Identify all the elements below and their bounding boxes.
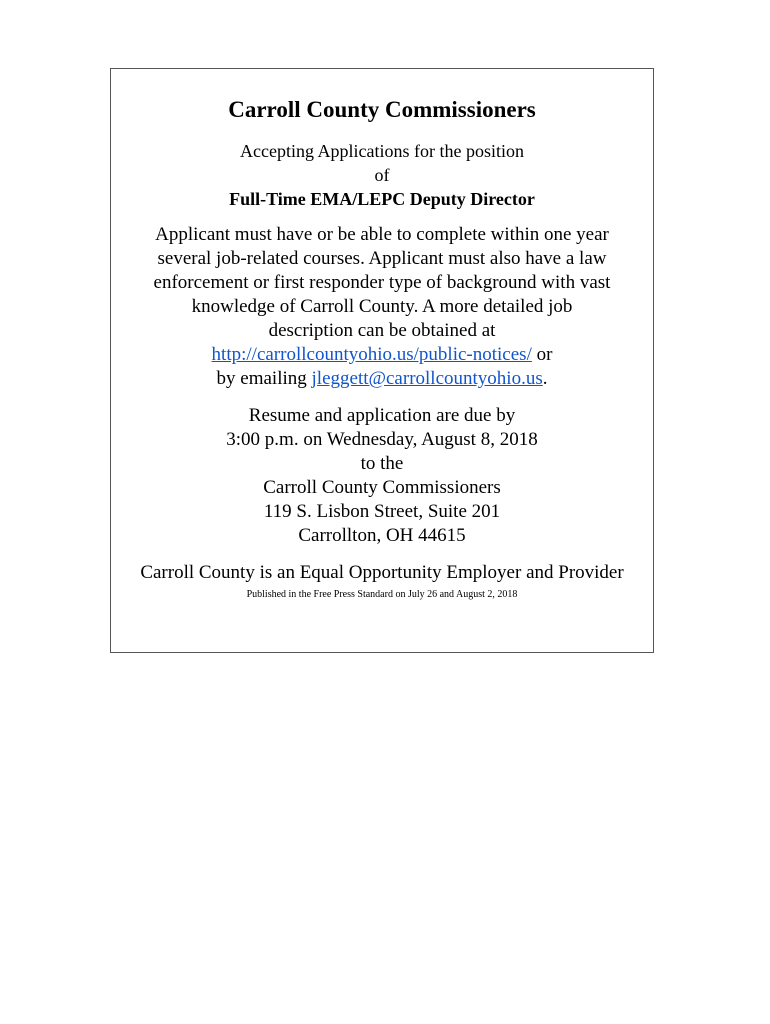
link-line bbox=[111, 343, 653, 367]
notice-title: Carroll County Commissioners bbox=[228, 97, 536, 122]
intro-line: Accepting Applications for the position bbox=[240, 141, 524, 161]
link-suffix: or bbox=[531, 344, 553, 365]
job-notice-box bbox=[110, 68, 654, 653]
eoe-statement: Carroll County is an Equal Opportunity Employer and Provider bbox=[140, 562, 624, 583]
intro-of-line: of bbox=[374, 165, 390, 185]
requirements-line: description can be obtained at bbox=[268, 320, 496, 341]
address-name: Carroll County Commissioners bbox=[263, 477, 501, 498]
address-city: Carrollton, OH 44615 bbox=[298, 525, 466, 546]
email-prefix: by emailing bbox=[216, 368, 312, 389]
public-notices-link[interactable]: http://carrollcountyohio.us/public-notices/ bbox=[211, 344, 532, 365]
email-suffix: . bbox=[542, 368, 548, 389]
requirements-line: several job-related courses. Applicant must also have a law bbox=[157, 248, 607, 269]
requirements-line: enforcement or first responder type of background with vast bbox=[153, 272, 611, 293]
due-date: 3:00 p.m. on Wednesday, August 8, 2018 bbox=[226, 429, 538, 450]
deadline-block bbox=[111, 404, 653, 548]
requirements-line: Applicant must have or be able to complete within one year bbox=[155, 224, 609, 245]
email-link[interactable]: jleggett@carrollcountyohio.us bbox=[311, 368, 543, 389]
requirements-paragraph bbox=[111, 223, 653, 391]
address-street: 119 S. Lisbon Street, Suite 201 bbox=[263, 501, 501, 522]
position-block bbox=[111, 139, 653, 211]
position-title: Full-Time EMA/LEPC Deputy Director bbox=[229, 189, 535, 209]
email-line bbox=[111, 367, 653, 391]
due-line: Resume and application are due by bbox=[248, 405, 516, 426]
due-to-line: to the bbox=[360, 453, 404, 474]
requirements-line: knowledge of Carroll County. A more detailed job bbox=[191, 296, 573, 317]
published-note: Published in the Free Press Standard on July 26 and August 2, 2018 bbox=[246, 589, 518, 600]
